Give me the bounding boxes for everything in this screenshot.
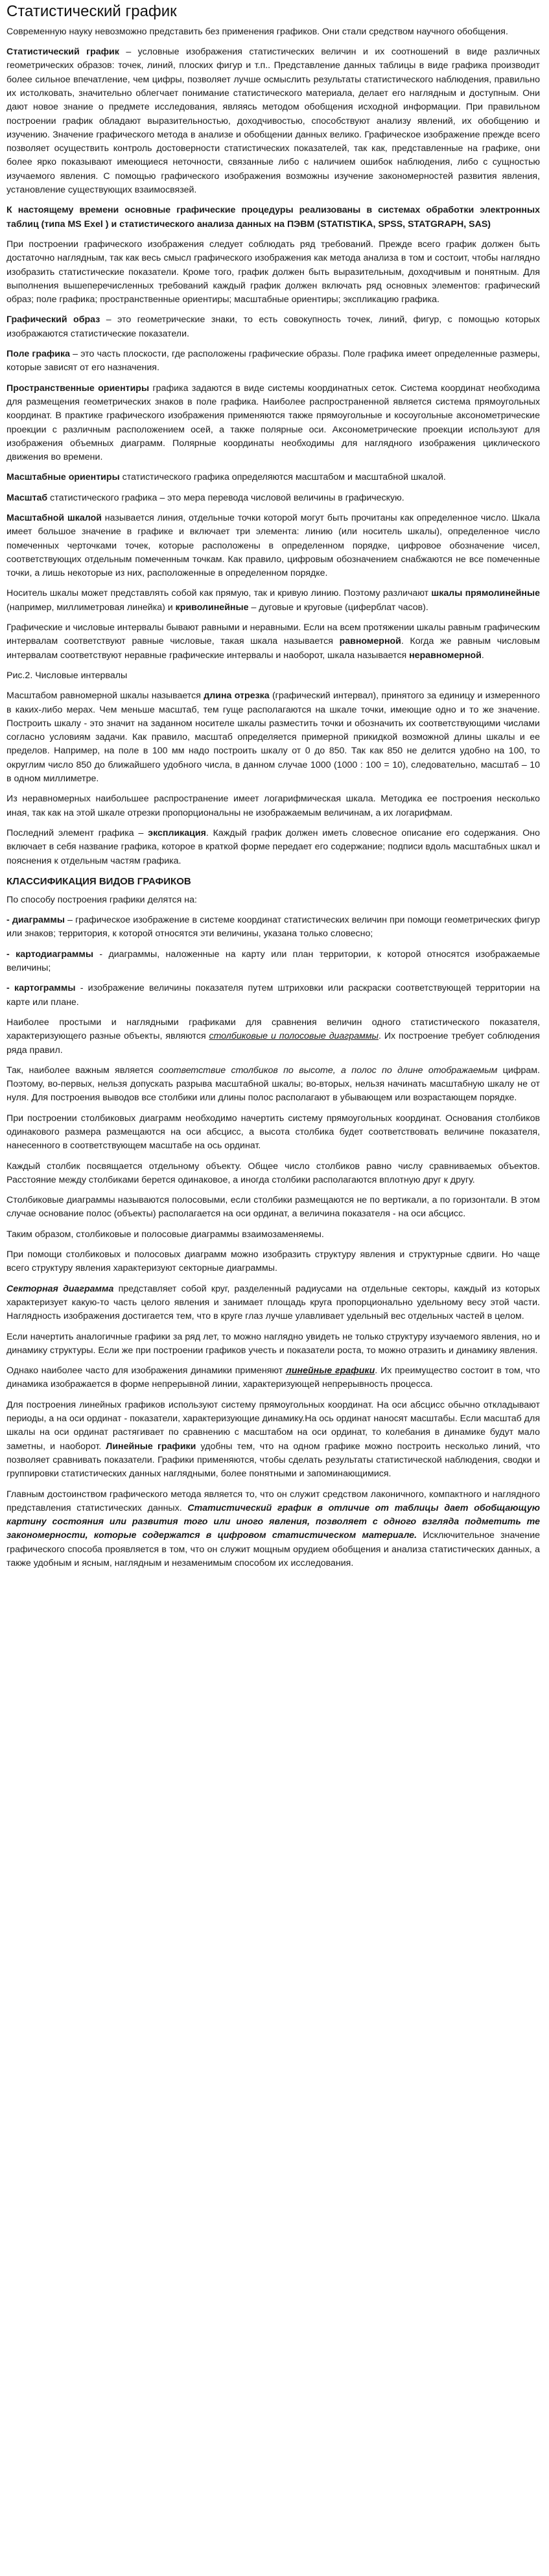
paragraph: [6, 491, 540, 505]
text-run: – условные изображения статистических величин и их соотношений в виде различных геометрических образов: точек, линий, плоских фигур и т.п.. Представление данных таблицы в виде графика производит более сильное впечатление, чем цифры, позволяет лучше осмыслить результаты статистического наблюдения, правильно их истолковать, значительно облегчает понимание статистического материала, делает его наглядным и доступным. Они дают новое знание о предмете исследования, являясь методом обобщения исходной информации. При правильном построении график обладают выразительностью, доходчивостью, способствуют анализу явлений, их обобщению и изучению. Значение графического метода в анализе и обобщении данных велико. Графическое изображение прежде всего позволяет осуществить контроль достоверности статистических показателей, так как, представленные на графике, они более ярко показывают имеющиеся неточности, связанные либо с наличием ошибок наблюдения, либо с сущностью изучаемого явления. С помощью графического изображения возможны изучение закономерностей развития явления, установление существующих взаимосвязей.: [6, 47, 540, 196]
text-run: Для построения линейных графиков используют систему прямоугольных координат. На оси абсцисс обычно откладывают периоды, а на оси ординат - показатели, характеризующие динамику.На ось ординат наносят масштабы. Если масштаб для шкалы на оси ординат растягивает по сравнению с масштабом на оси ординат, то колебания в динамике будут мало заметны, и наоборот.: [6, 1399, 540, 1452]
emphasis-text: Графический образ: [6, 314, 100, 325]
text-run: - изображение величины показателя путем штриховки или раскраски соответствующей территории на карте или плане.: [6, 983, 541, 1008]
text-run: При построении графического изображения следует соблюдать ряд требований. Прежде всего график должен быть достаточно наглядным, так как весь смысл графического изображения как метода анализа в том и состоит, чтобы наглядно изобразить статистические показатели. Кроме того, график должен быть выразительным, доходчивым и понятным. Для выполнения вышеперечисленных требований каждый график должен включать ряд основных элементов: графический образ; поле графика; пространственные ориентиры; масштабные ориентиры; экспликацию графика.: [6, 239, 540, 305]
article-body: [6, 25, 540, 1571]
paragraph: [6, 948, 540, 976]
text-run: (графический интервал), принятого за единицу и измеренного в каких-либо мерах. Чем меньше масштаб, тем гуще располагаются на шкале точки, имеющие одно и то же значение. Построить шкалу - это значит на заданном носителе шкалы разместить точки и обозначить их соответствующими числами согласно условиям задачи. Как правило, масштаб определяется примерной прикидкой возможной длины шкалы и ее пределов. Например, на поле в 100 мм надо построить шкалу от 0 до 850. Так как 850 не делится удобно на 100, то округлим число 850 до ближайшего удобного числа, в данном случае 1000 (1000 : 100 = 10), следовательно, масштаб – 10 в одном миллиметре.: [6, 691, 540, 785]
paragraph: [6, 1228, 540, 1242]
text-run: Наиболее простыми и наглядными графиками для сравнения величин одного статистического показателя, характеризующего разные объекты, являются: [6, 1017, 540, 1042]
emphasis-text: Масштабной шкалой: [6, 513, 102, 523]
paragraph: [6, 1364, 540, 1392]
paragraph: [6, 914, 540, 941]
text-run: графика задаются в виде системы координатных сеток. Система координат необходима для размещения геометрических знаков в поле графика. Наиболее распространенной является система прямоугольных координат. В практике графического изображения применяются также прямоугольные и косоугольные аксонометрические проекции с различным расположением осей, а также полярные оси. Аксонометрические проекции используют для изображения объемных диаграмм. Полярные координаты необходимы для наглядного изображения циклического движения во времени.: [6, 383, 540, 463]
text-run: цифрам. Поэтому, во-первых, нельзя допускать разрыва масштабной шкалы; во-вторых, нельзя начинать масштабную шкалу не от нуля. Для построения выводов все столбики или длины полос располагают в убывающем или возрастающем порядке.: [6, 1065, 540, 1104]
text-run: – это геометрические знаки, то есть совокупность точек, линий, фигур, с помощью которых изображаются статистические показатели.: [6, 314, 540, 339]
text-run: . Их преимущество состоит в том, что динамика изображается в форме непрерывной линии, характеризующей непрерывность процесса.: [6, 1365, 541, 1390]
emphasis-text: Поле графика: [6, 349, 70, 360]
text-run: При построении столбиковых диаграмм необходимо начертить систему прямоугольных координат. Основания столбиков одинакового размера размещаются на оси абсцисс, а высота столбика будет соответствовать величине показателя, нанесенного в соответствующем масштабе на ось ординат.: [6, 1113, 540, 1152]
paragraph: [6, 587, 540, 615]
paragraph: [6, 238, 540, 307]
text-run: Носитель шкалы может представлять собой как прямую, так и кривую линию. Поэтому различают: [6, 588, 432, 599]
emphasis-text: - картодиаграммы: [6, 949, 93, 960]
paragraph: [6, 621, 540, 663]
paragraph: [6, 689, 540, 786]
text-run: При помощи столбиковых и полосовых диаграмм можно изобразить структуру явления и структурные сдвиги. Но чаще всего структуру явления характеризуют секторные диаграммы.: [6, 1249, 540, 1274]
emphasis-text: Пространственные ориентиры: [6, 383, 150, 394]
text-run: Из неравномерных наибольшее распространение имеет логарифмическая шкала. Методика ее построения несколько иная, так как на этой шкале отрезки пропорциональны не изображаемым величинам, а их логарифмам.: [6, 794, 540, 818]
text-run: статистического графика – это мера перевода числовой величины в графическую.: [47, 492, 404, 503]
paragraph: [6, 1016, 540, 1058]
paragraph: [6, 1112, 540, 1153]
text-run: - диаграммы, наложенные на карту или план территории, к которой относятся изображаемые величины;: [6, 949, 540, 974]
emphasis-text: К настоящему времени основные графические процедуры реализованы в системах обработки электронных таблиц (типа MS Exel ) и статистического анализа данных на ПЭВМ (STATISTIKA, SPSS, STATGRAPH, SAS): [6, 205, 540, 230]
text-run: статистического графика определяются масштабом и масштабной шкалой.: [119, 472, 446, 483]
section-heading: [6, 875, 540, 888]
text-run: Современную науку невозможно представить без применения графиков. Они стали средством научного обобщения.: [6, 26, 508, 37]
paragraph: [6, 792, 540, 820]
paragraph: [6, 1282, 540, 1324]
emphasis-text: соответствие столбиков по высоте, а полос по длине отображаемым: [158, 1065, 498, 1076]
text-run: Последний элемент графика –: [6, 827, 148, 838]
text-run: Главным достоинством графического метода является то, что он служит средством лаконичного, компактного и наглядного представления статистических данных.: [6, 1489, 540, 1513]
text-run: Однако наиболее часто для изображения динамики применяют: [6, 1365, 286, 1377]
text-run: Графические и числовые интервалы бывают равными и неравными. Если на всем протяжении шкалы равным графическим интервалам соответствуют равные числовые, такая шкала называется: [6, 622, 540, 647]
emphasis-text: длина отрезка: [204, 691, 270, 702]
paragraph: [6, 45, 540, 197]
text-run: КЛАССИФИКАЦИЯ ВИДОВ ГРАФИКОВ: [6, 875, 191, 887]
paragraph: [6, 1488, 540, 1571]
text-run: Каждый столбик посвящается отдельному объекту. Общее число столбиков равно числу сравниваемых объектов. Расстояние между столбиками берется одинаковое, а иногда столбики располагаются вплотную друг к другу.: [6, 1161, 540, 1185]
emphasis-text: Масштаб: [6, 492, 48, 503]
emphasis-text: - картограммы: [6, 983, 76, 994]
text-run: По способу построения графики делятся на:: [6, 894, 197, 905]
paragraph: [6, 1064, 540, 1105]
text-run: Таким образом, столбиковые и полосовые диаграммы взаимозаменяемы.: [6, 1229, 324, 1240]
paragraph: [6, 512, 540, 580]
emphasis-text: линейные графики: [286, 1365, 375, 1377]
emphasis-text: Линейные графики: [106, 1441, 196, 1452]
emphasis-text: столбиковые и полосовые диаграммы: [209, 1031, 379, 1042]
text-run: – это часть плоскости, где расположены графические образы. Поле графика имеет определенные размеры, которые зависят от его назначения.: [6, 349, 540, 373]
page-title: Статистический график: [6, 3, 177, 20]
paragraph: [6, 1160, 540, 1188]
emphasis-text: равномерной: [339, 636, 401, 647]
text-run: называется линия, отдельные точки которой могут быть прочитаны как определенное число. Шкала имеет большое значение в графике и включает три элемента: линию (или носитель шкалы), определенное число помеченных черточками точек, которые расположены в определенном порядке, цифровое обозначение чисел, соответствующих отдельным помеченным точкам. Как правило, цифровым обозначением снабжаются не все помеченные точки, а лишь некоторые из них, расположенные в определенном порядке.: [6, 513, 540, 579]
paragraph: [6, 1330, 540, 1358]
text-run: Исключительное значение графического способа проявляется в том, что он служит мощным орудием обобщения и анализа статистических данных, а также удобным и ясным, наглядным и незаменимым способом их исследования.: [6, 1530, 541, 1568]
text-run: Столбиковые диаграммы называются полосовыми, если столбики размещаются не по вертикали, а по горизонтали. В этом случае основание полос (объекты) располагается на оси ординат, а величина показателя - на оси абсцисс.: [6, 1195, 540, 1220]
emphasis-text: Статистический график в отличие от таблицы дает обобщающую картину состояния или развития того или иного явления, позволяет с одного взгляда подметить те закономерности, которые содержатся в цифровом статистическом материале.: [6, 1502, 540, 1541]
paragraph: [6, 313, 540, 341]
paragraph: [6, 204, 540, 231]
text-run: удобны тем, что на одном графике можно построить несколько линий, что позволяет сравнивать показатели. Графики применяются, чтобы сделать результаты статистической наблюдения, сводки и группировки статистических данных наглядными, более понятными и запоминающимися.: [6, 1441, 540, 1480]
emphasis-text: Статистический график: [6, 47, 119, 58]
emphasis-text: экспликация: [148, 827, 206, 838]
emphasis-text: шкалы прямолинейные: [431, 588, 541, 599]
text-run: – графическое изображение в системе координат статистических величин при помощи геометрических фигур или знаков; территория, к которой относятся эти величины, указана только словесно;: [6, 915, 540, 939]
paragraph: [6, 982, 540, 1010]
emphasis-text: Секторная диаграмма: [6, 1283, 114, 1294]
paragraph: [6, 1194, 540, 1222]
paragraph: [6, 25, 540, 39]
text-run: Так, наиболее важным является: [6, 1065, 159, 1076]
emphasis-text: криволинейные: [175, 602, 249, 613]
text-run: Рис.2. Числовые интервалы: [6, 670, 128, 681]
paragraph: [6, 1399, 540, 1482]
text-run: . Их построение требует соблюдения ряда правил.: [6, 1031, 540, 1056]
text-run: представляет собой круг, разделенный радиусами на отдельные секторы, каждый из которых характеризует какую-то часть целого явления и занимает площадь круга пропорционально удельному весу этой части. Наглядность изображения достигается тем, что в круге глаз лучше улавливает удельный вес отдельных частей в целом.: [6, 1283, 540, 1322]
emphasis-text: неравномерной: [409, 650, 482, 661]
paragraph: [6, 471, 540, 484]
text-run: Если начертить аналогичные графики за ряд лет, то можно наглядно увидеть не только структуру изучаемого явления, но и динамику структуры. Если же при построении графиков учесть и показатели роста, то можно отразить и динамику явления.: [6, 1331, 540, 1356]
text-run: . Каждый график должен иметь словесное описание его содержания. Оно включает в себя название графика, которое в краткой форме передает его содержание; подписи вдоль масштабных шкал и пояснения к отдельным частям графика.: [6, 827, 540, 866]
paragraph: [6, 893, 540, 907]
text-run: – дуговые и круговые (циферблат часов).: [248, 602, 428, 613]
paragraph: [6, 382, 540, 465]
figure-caption: [6, 669, 540, 683]
emphasis-text: Масштабные ориентиры: [6, 472, 120, 483]
text-run: Масштабом равномерной шкалы называется: [6, 691, 204, 702]
paragraph: [6, 827, 540, 868]
paragraph: [6, 348, 540, 375]
text-run: . Когда же равным числовым интервалам соответствуют неравные графические интервалы и наоборот, шкала называется: [6, 636, 540, 661]
paragraph: [6, 1248, 540, 1276]
text-run: (например, миллиметровая линейка) и: [6, 602, 176, 613]
emphasis-text: - диаграммы: [6, 915, 65, 926]
text-run: .: [481, 650, 484, 661]
